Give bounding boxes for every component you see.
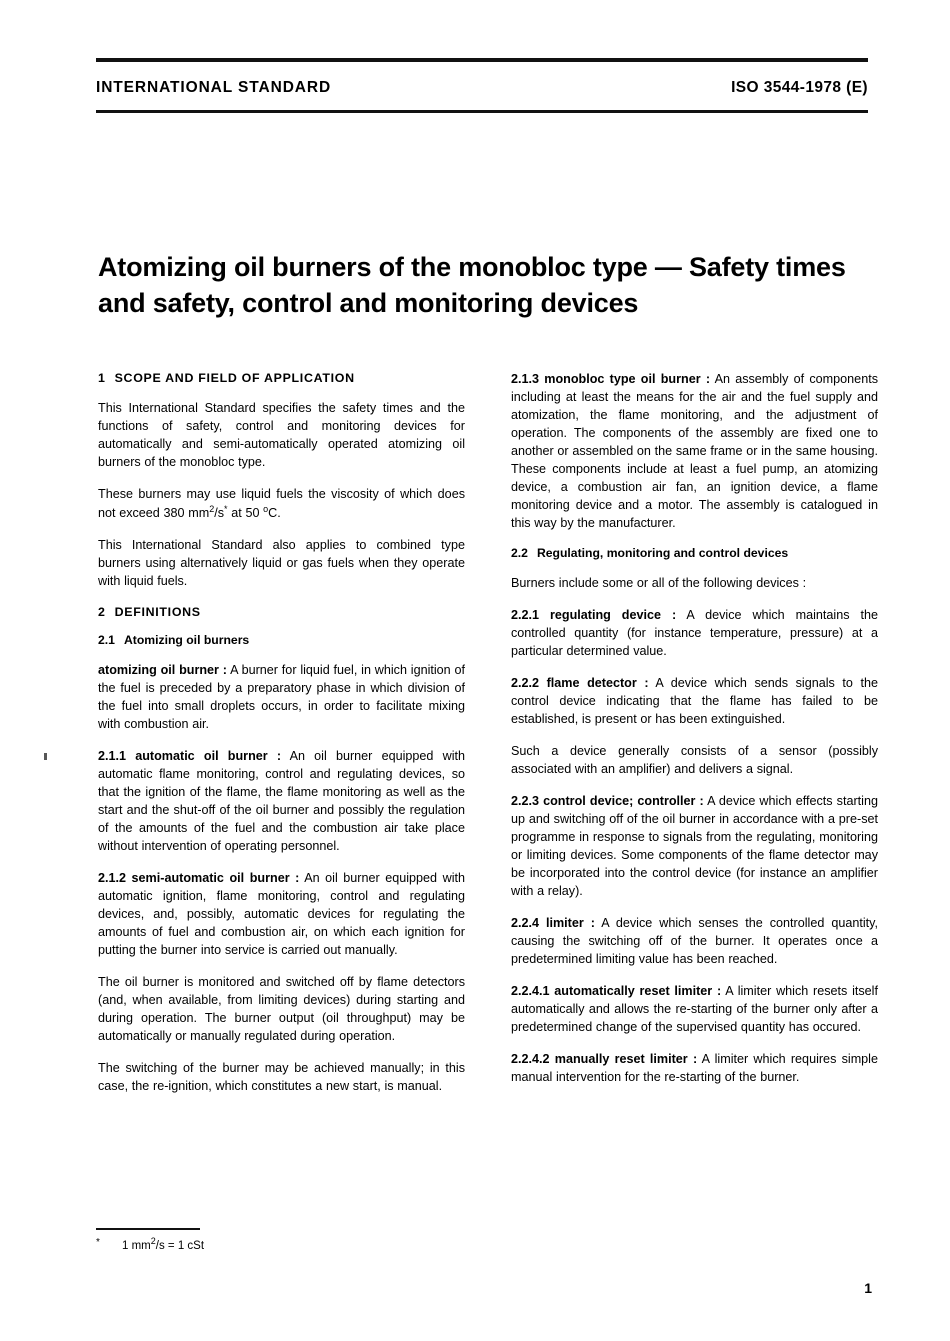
definition-body: A limiter which requires simple manual intervention for the re-starting of the burner. xyxy=(511,1051,878,1084)
document-title: Atomizing oil burners of the monobloc type — Safety times and safety, control and monitoring devices xyxy=(98,252,846,318)
degree-symbol: o xyxy=(263,504,269,515)
section-1-number: 1 xyxy=(98,371,106,385)
footnote-square-exponent: 2 xyxy=(150,1236,156,1246)
subsection-2-1-title: Atomizing oil burners xyxy=(123,633,250,648)
section-2-number: 2 xyxy=(98,605,106,620)
definition-term: 2.2.4.1 automatically reset limiter : xyxy=(511,983,722,998)
footnote-marker: * xyxy=(96,1237,100,1248)
viscosity-text-after: at 50 xyxy=(227,506,264,521)
definition-body: A device which maintains the controlled quantity (for instance temperature, pressure) at a particular determined value. xyxy=(511,607,878,658)
content-columns xyxy=(98,370,878,1095)
definition-body: A burner for liquid fuel, in which ignition of the fuel is preceded by a preparatory phase in which division of the fuel into small droplets occurs, in order to facilitate mixing with combustion air. xyxy=(98,663,465,732)
header-standard-number: ISO 3544-1978 (E) xyxy=(731,79,868,96)
definition-2-1-2-paragraph-3: The switching of the burner may be achieved manually; in this case, the re-ignition, which constitutes a new start, is manual. xyxy=(98,1061,465,1094)
scan-artifact-mark xyxy=(44,753,47,760)
footnote-separator-rule xyxy=(96,1228,200,1230)
section-1-heading xyxy=(98,370,465,386)
definition-2-2-2-paragraph-2: Such a device generally consists of a sensor (possibly associated with an amplifier) and delivers a signal. xyxy=(511,743,878,776)
footnote-block xyxy=(96,1228,396,1254)
definition-body: An oil burner equipped with automatic ignition, flame monitoring, control and regulating devices, and, possibly, automatic devices for regulating the amounts of fuel and combustion air, on which each ignition for putting the burner into service is carried out manually. xyxy=(98,871,465,958)
definition-term: 2.2.4.2 manually reset limiter : xyxy=(511,1051,698,1066)
celsius-unit: C. xyxy=(268,506,281,521)
header-standard-label: INTERNATIONAL STANDARD xyxy=(96,79,332,96)
page-number: 1 xyxy=(864,1280,872,1296)
definition-body: A device which senses the controlled quantity, causing the switching off of the burner. It operates once a predetermined limiting value has been reached. xyxy=(511,915,878,966)
definition-term: atomizing oil burner : xyxy=(98,663,227,678)
definition-2-2-1 xyxy=(511,606,878,660)
viscosity-text-before: These burners may use liquid fuels the viscosity of which does not exceed 380 mm xyxy=(98,487,465,521)
definition-2-2-4-1 xyxy=(511,982,878,1036)
definition-body: A device which sends signals to the control device indicating that the flame has failed to be established, is present or has been extinguished. xyxy=(511,675,878,726)
subsection-2-2-intro: Burners include some or all of the following devices : xyxy=(511,575,807,590)
subsection-2-2-title: Regulating, monitoring and control devices xyxy=(536,546,789,560)
subsection-2-1-heading xyxy=(98,633,465,649)
section-2-title: DEFINITIONS xyxy=(114,605,201,620)
definition-2-2-4 xyxy=(511,914,878,968)
square-exponent: 2 xyxy=(209,504,215,515)
section-1-paragraph-2 xyxy=(98,485,465,522)
definition-atomizing-oil-burner xyxy=(98,661,465,733)
definition-body: An assembly of components including at least the means for the air and the fuel supply and atomization, the flame monitoring, and the adjustment of operation. The components of the assembly are fixed one to another or assembled on the same frame or in the same housing. These components include at least a fuel pump, an atomizing device, a combustion air fan, an ignition device, a flame monitoring device and a motor. The assembly is catalogued in this way by the manufacturer. xyxy=(511,372,878,530)
footnote-before: 1 mm xyxy=(122,1239,151,1252)
definition-term: 2.1.1 automatic oil burner : xyxy=(98,749,282,764)
definition-term: 2.1.2 semi-automatic oil burner : xyxy=(98,871,300,886)
right-column xyxy=(511,370,878,1095)
header-rule-bottom xyxy=(96,110,868,113)
definition-term: 2.2.2 flame detector : xyxy=(511,675,649,690)
definition-2-1-1 xyxy=(98,747,465,855)
definition-2-2-2 xyxy=(511,674,878,728)
section-1-paragraph-3: This International Standard also applies to combined type burners using alternatively liquid or gas fuels when they operate with liquid fuels. xyxy=(98,538,465,589)
definition-body: A device which effects starting up and switching off of the oil burner in accordance with a pre-set programme in response to signals from the regulating, monitoring or limiting devices. Some components of the flame detector may be incorporated into the control device (for instance an amplifier with a relay). xyxy=(511,793,878,898)
footnote-after: /s = 1 cSt xyxy=(155,1239,205,1252)
definition-term: 2.2.4 limiter : xyxy=(511,915,595,930)
definition-term: 2.2.3 control device; controller : xyxy=(511,793,704,808)
definition-2-2-4-2 xyxy=(511,1050,878,1086)
section-1-title: SCOPE AND FIELD OF APPLICATION xyxy=(114,371,355,385)
footnote-text xyxy=(96,1236,396,1254)
section-1-paragraph-1: This International Standard specifies the safety times and the functions of safety, control and monitoring devices for automatically and semi-automatically operated atomizing oil burners of the monobloc type. xyxy=(98,401,465,470)
left-column xyxy=(98,370,465,1095)
definition-body: An oil burner equipped with automatic flame monitoring, control and regulating devices, so that the ignition of the flame, the flame monitoring as well as the start and the shut-off of the oil burner and possibly the regulation of the amounts of the fuel and the combustion air take place without intervention of operating personnel. xyxy=(98,749,465,854)
subsection-2-1-number: 2.1 xyxy=(98,633,115,648)
subsection-2-2-heading xyxy=(511,546,878,562)
definition-2-1-2 xyxy=(98,869,465,959)
definition-term: 2.2.1 regulating device : xyxy=(511,607,677,622)
subsection-2-2-number: 2.2 xyxy=(511,546,528,560)
definition-2-1-2-paragraph-2: The oil burner is monitored and switched off by flame detectors (and, when available, from limiting devices) during starting and during operation. The burner output (oil throughput) may be automatically or manually regulated during operation. xyxy=(98,975,465,1044)
definition-2-1-3 xyxy=(511,370,878,532)
definition-body: A limiter which resets itself automatically and allows the re-starting of the burner only after a predetermined change of the supervised quantity has occured. xyxy=(511,983,878,1034)
definition-term: 2.1.3 monobloc type oil burner : xyxy=(511,372,711,386)
footnote-marker-ref: * xyxy=(224,504,228,515)
viscosity-unit-mid: /s xyxy=(214,506,225,521)
definition-2-2-3 xyxy=(511,792,878,900)
section-2-heading xyxy=(98,604,465,620)
page-header xyxy=(96,58,868,113)
header-row xyxy=(96,62,868,110)
